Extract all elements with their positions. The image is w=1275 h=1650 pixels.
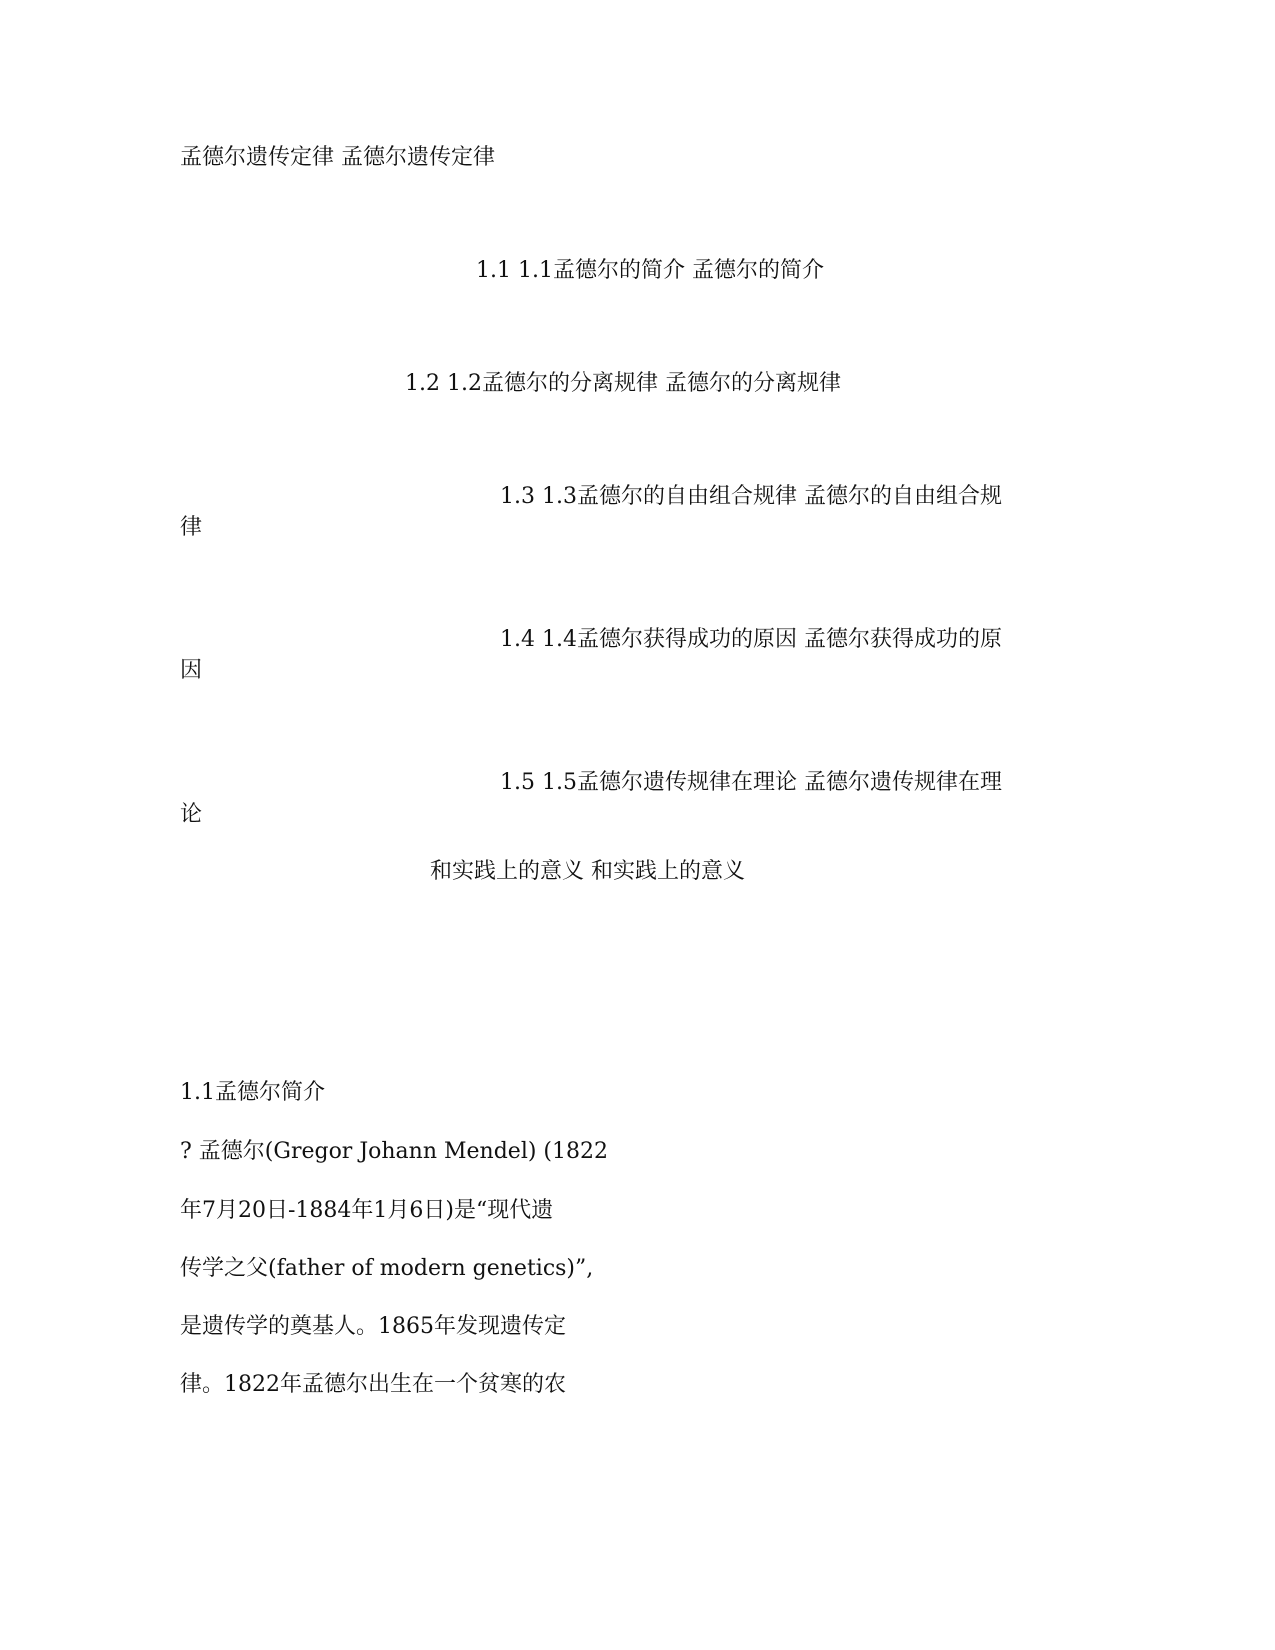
toc-entry-1[interactable]: 1.1 1.1孟德尔的简介 孟德尔的简介 <box>476 258 824 283</box>
document-title: 孟德尔遗传定律 孟德尔遗传定律 <box>180 145 495 170</box>
body-line-2: 年7月20日-1884年1月6日)是“现代遗 <box>180 1198 554 1223</box>
body-line-3: 传学之父(father of modern genetics)”, <box>180 1256 594 1281</box>
body-line-4: 是遗传学的奠基人。1865年发现遗传定 <box>180 1314 566 1339</box>
toc-entry-2[interactable]: 1.2 1.2孟德尔的分离规律 孟德尔的分离规律 <box>405 371 841 396</box>
body-line-5: 律。1822年孟德尔出生在一个贫寒的农 <box>180 1372 566 1397</box>
toc-entry-3-continuation: 律 <box>180 515 203 540</box>
toc-entry-4[interactable]: 1.4 1.4孟德尔获得成功的原因 孟德尔获得成功的原 <box>500 627 1002 652</box>
toc-entry-5-continuation: 论 <box>180 802 203 827</box>
toc-entry-5-extra: 和实践上的意义 和实践上的意义 <box>430 859 745 884</box>
toc-entry-5[interactable]: 1.5 1.5孟德尔遗传规律在理论 孟德尔遗传规律在理 <box>500 770 1002 795</box>
body-line-1: ? 孟德尔(Gregor Johann Mendel) (1822 <box>180 1139 609 1164</box>
section-heading: 1.1孟德尔简介 <box>180 1080 325 1105</box>
toc-entry-3[interactable]: 1.3 1.3孟德尔的自由组合规律 孟德尔的自由组合规 <box>500 484 1002 509</box>
toc-entry-4-continuation: 因 <box>180 658 203 683</box>
